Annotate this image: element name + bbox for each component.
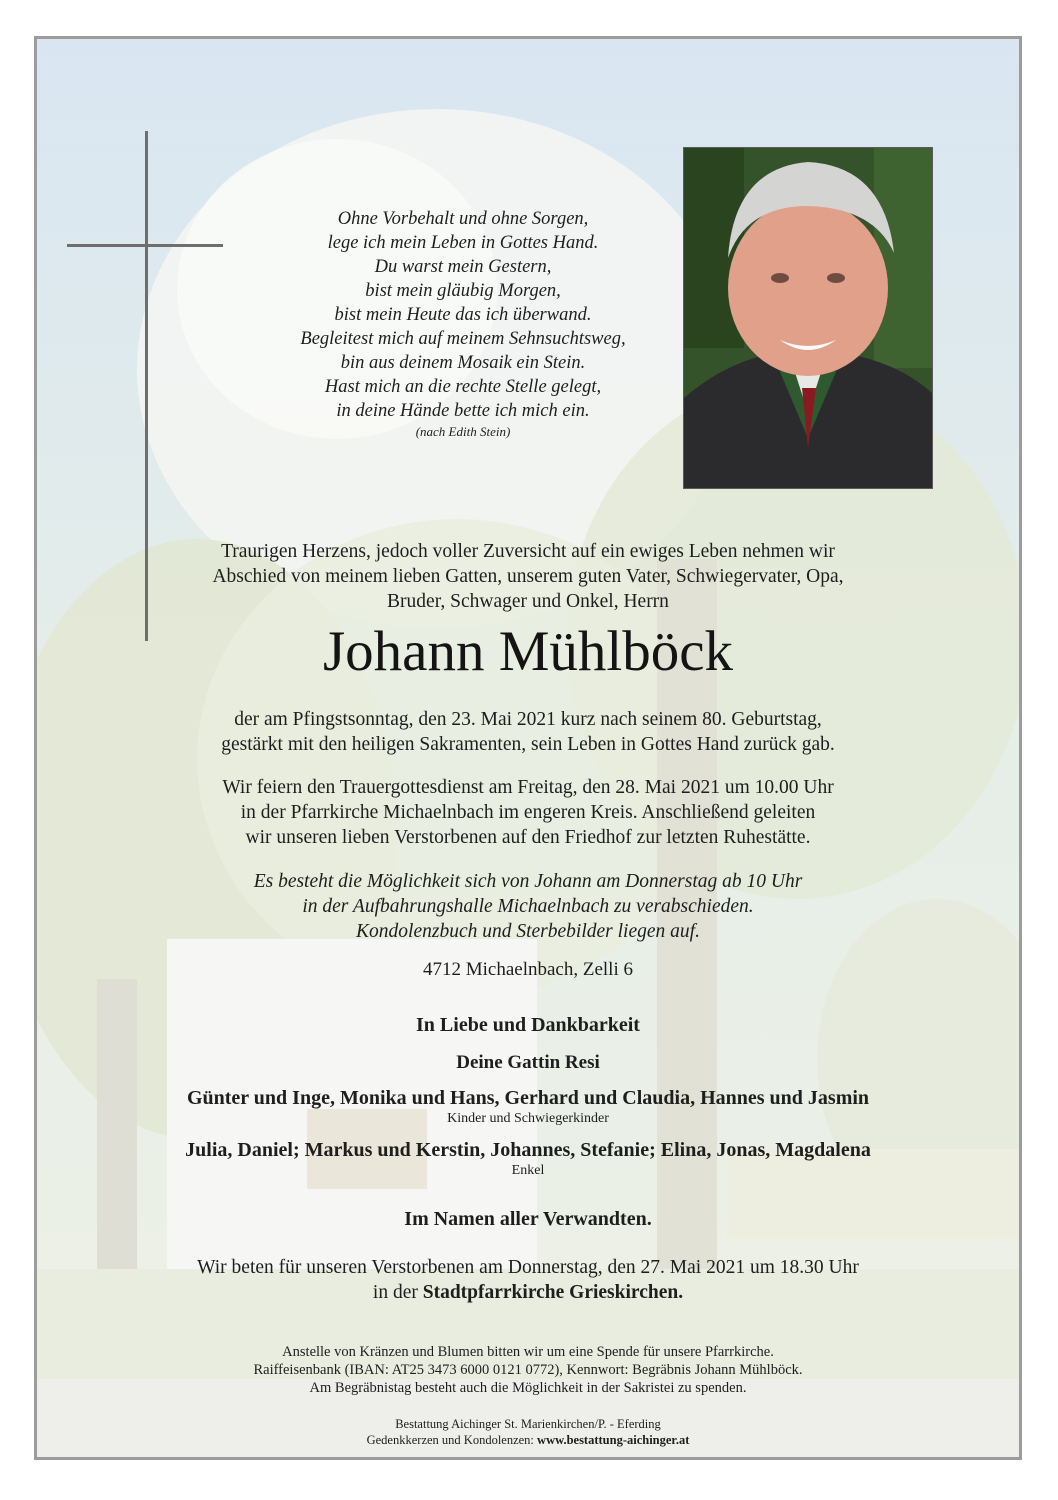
prayer-location — [37, 1280, 1019, 1305]
home-address: 4712 Michaelnbach, Zelli 6 — [423, 959, 633, 980]
undertaker-website-line — [37, 1432, 1019, 1448]
intro-text — [37, 539, 1019, 614]
poem-source: (nach Edith Stein) — [415, 424, 511, 439]
prayer-line: Wir beten für unseren Verstorbenen am Donnerstag, den 27. Mai 2021 um 18.30 Uhr — [197, 1257, 859, 1278]
poem-line: Hast mich an die rechte Stelle gelegt, — [324, 377, 602, 397]
donation-line: Anstelle von Kränzen und Blumen bitten wir um eine Spende für unsere Pfarrkirche. — [282, 1344, 774, 1360]
funeral-service-info — [37, 775, 1019, 850]
poem-line: Ohne Vorbehalt und ohne Sorgen, — [337, 209, 589, 229]
donation-line: Am Begräbnistag besteht auch die Möglichkeit in der Sakristei zu spenden. — [309, 1380, 747, 1396]
poem-line: Begleitest mich auf meinem Sehnsuchtsweg, — [300, 329, 626, 349]
portrait-photo — [683, 147, 933, 489]
mourners-heading: In Liebe und Dankbarkeit — [416, 1014, 640, 1036]
prayer-info — [37, 1255, 1019, 1305]
farewell-line: Kondolenzbuch und Sterbebilder liegen auf. — [356, 921, 700, 942]
death-notice — [37, 707, 1019, 757]
donation-line: Raiffeisenbank (IBAN: AT25 3473 6000 0121 0772), Kennwort: Begräbnis Johann Mühlböck. — [253, 1362, 803, 1378]
poem-line: lege ich mein Leben in Gottes Hand. — [327, 233, 599, 253]
poem-line: Du warst mein Gestern, — [374, 257, 552, 277]
death-notice-line: der am Pfingstsonntag, den 23. Mai 2021 kurz nach seinem 80. Geburtstag, — [234, 709, 822, 730]
farewell-line: Es besteht die Möglichkeit sich von Johann am Donnerstag ab 10 Uhr — [253, 871, 803, 892]
children-names: Günter und Inge, Monika und Hans, Gerhard und Claudia, Hannes und Jasmin — [186, 1087, 870, 1109]
service-line: in der Pfarrkirche Michaelnbach im engeren Kreis. Anschließend geleiten — [240, 802, 816, 823]
obituary-frame — [34, 36, 1022, 1460]
spouse-name: Deine Gattin Resi — [456, 1052, 600, 1073]
grandchildren-label: Enkel — [511, 1163, 545, 1178]
poem — [233, 207, 693, 441]
intro-line: Abschied von meinem lieben Gatten, unserem guten Vater, Schwiegervater, Opa, — [212, 566, 844, 587]
undertaker-info — [37, 1416, 1019, 1448]
prayer-location-prefix: in der — [372, 1282, 423, 1303]
undertaker-website-prefix: Gedenkkerzen und Kondolenzen: — [366, 1433, 538, 1447]
service-line: Wir feiern den Trauergottesdienst am Freitag, den 28. Mai 2021 um 10.00 Uhr — [222, 777, 834, 798]
service-line: wir unseren lieben Verstorbenen auf den Friedhof zur letzten Ruhestätte. — [245, 827, 811, 848]
farewell-info — [37, 869, 1019, 944]
poem-line: bist mein Heute das ich überwand. — [334, 305, 592, 325]
deceased-name: Johann Mühlböck — [322, 620, 734, 683]
undertaker-website[interactable]: www.bestattung-aichinger.at — [537, 1433, 690, 1447]
children-label: Kinder und Schwiegerkinder — [447, 1111, 609, 1126]
grandchildren-names: Julia, Daniel; Markus und Kerstin, Johannes, Stefanie; Elina, Jonas, Magdalena — [185, 1139, 871, 1161]
poem-line: bist mein gläubig Morgen, — [365, 281, 561, 301]
poem-line: in deine Hände bette ich mich ein. — [336, 401, 590, 421]
undertaker-name: Bestattung Aichinger St. Marienkirchen/P. - Eferding — [395, 1417, 661, 1431]
prayer-church: Stadtpfarrkirche Grieskirchen. — [422, 1282, 684, 1303]
donation-info — [37, 1343, 1019, 1397]
relatives-line: Im Namen aller Verwandten. — [404, 1208, 652, 1230]
intro-line: Bruder, Schwager und Onkel, Herrn — [387, 591, 669, 612]
cross-horizontal-beam — [67, 244, 223, 247]
death-notice-line: gestärkt mit den heiligen Sakramenten, sein Leben in Gottes Hand zurück gab. — [221, 734, 835, 755]
poem-line: bin aus deinem Mosaik ein Stein. — [340, 353, 586, 373]
farewell-line: in der Aufbahrungshalle Michaelnbach zu verabschieden. — [302, 896, 754, 917]
intro-line: Traurigen Herzens, jedoch voller Zuversicht auf ein ewiges Leben nehmen wir — [221, 541, 835, 562]
